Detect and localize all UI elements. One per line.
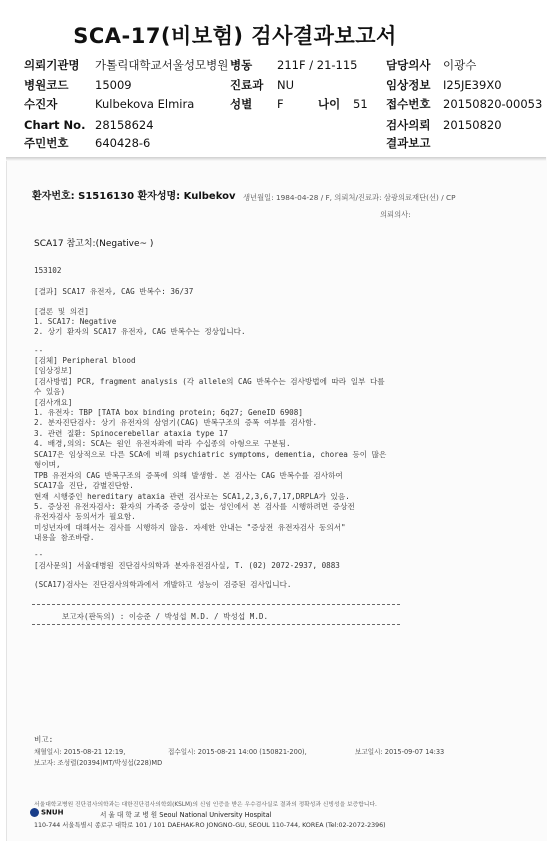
certification-note: 서울대학교병원 진단검사의학과는 대한진단검사의학회(KSLM)의 신임 인증을 받은 우수검사실로 결과의 정확성과 신빙성을 보증합니다.: [34, 802, 377, 808]
overview-5: 5. 증상전 유전자검사: 환자의 가족중 증상이 없는 성인에서 본 검사를 시행하려면 증상전: [34, 502, 355, 511]
clinical-info: [임상정보]: [34, 366, 73, 375]
ref-value: SCA17 참고치:(Negative~ ): [34, 239, 154, 249]
age-value: 51: [353, 97, 368, 111]
overview-5d: 내용을 참조바람.: [34, 533, 95, 542]
overview-4d: TPB 유전자의 CAG 반복구조의 증폭에 의해 발생함. 본 검사는 CAG 반복수를 검사하여: [34, 471, 343, 480]
overview-5c: 미성년자에 대해서는 검사를 시행하지 않음. 자세한 안내는 "증상전 유전자검사 동의서": [34, 523, 346, 532]
rrn-label: 주민번호: [24, 136, 69, 150]
address: 110-744 서울특별시 종로구 대학로 101 / 101 DAEHAK-RO JONGNO-GU, SEOUL 110-744, KOREA (Tel:02-2072-2396): [34, 822, 386, 829]
doctor-label: 담당의사: [386, 58, 431, 72]
overview-head: [검사개요]: [34, 398, 73, 407]
overview-4b: SCA17은 임상적으로 다른 SCA에 비해 psychiatric symptoms, dementia, chorea 등이 많은: [34, 450, 387, 459]
dev-note: (SCA17)검사는 진단검사의학과에서 개발하고 성능이 검증된 검사입니다.: [34, 580, 292, 589]
reporter-ids: 보고자: 조성렬(20394)MT/박성섭(228)MD: [34, 759, 163, 767]
overview-5b: 유전자검사 동의서가 필요함.: [34, 512, 136, 521]
overview-3: 3. 관련 질환: Spinocerebellar ataxia type 17: [34, 429, 228, 438]
specimen: [검체] Peripheral blood: [34, 356, 136, 365]
code: 153102: [34, 266, 62, 275]
divider-top: [32, 604, 400, 605]
requester: 의뢰의사:: [380, 210, 411, 219]
overview-1: 1. 유전자: TBP [TATA box binding protein; 6q27; GeneID 6908]: [34, 408, 303, 417]
doctor-value: 이광수: [443, 58, 477, 72]
report-title: SCA-17(비보험) 검사결과보고서: [73, 24, 397, 48]
result-report-label: 결과보고: [386, 136, 431, 150]
chart-label: Chart No.: [24, 118, 86, 132]
patient-meta: 생년월일: 1984-04-28 / F, 의뢰처/진료과: 삼광의료재단(선) / CP: [243, 193, 456, 202]
reporter: 보고자(판독의) : 이승준 / 박성섭 M.D. / 박성섭 M.D.: [62, 612, 269, 621]
overview-2: 2. 분자진단검사: 상기 유전자의 삼염기(CAG) 반복구조의 증폭 여부를 검사함.: [34, 418, 318, 427]
receipt-value: 20150820-00053: [443, 97, 543, 111]
scan-edge-shadow: [6, 157, 546, 161]
patient-value: Kulbekova Elmira: [95, 97, 195, 111]
age-label: 나이: [318, 97, 341, 111]
request-date-value: 20150820: [443, 118, 502, 132]
reported-time: 보고일시: 2015-09-07 14:33: [355, 748, 445, 756]
dept-value: NU: [277, 78, 295, 92]
conclusion-2: 2. 상기 환자의 SCA17 유전자, CAG 반복수는 정상입니다.: [34, 327, 246, 336]
method-1: [검사방법] PCR, fragment analysis (각 allele의 CAG 반복수는 검사방법에 따라 일부 다를: [34, 377, 385, 386]
hosp-code-value: 15009: [95, 78, 132, 92]
remark: 비고:: [34, 735, 54, 744]
separator-2: --: [34, 550, 44, 559]
overview-4f: 현재 시행중인 hereditary ataxia 관련 검사로는 SCA1,2,3,6,7,17,DRPLA가 있음.: [34, 492, 350, 501]
hospital-name: 서 울 대 학 교 병 원 Seoul National University Hospital: [100, 811, 272, 819]
ward-value: 211F / 21-115: [277, 58, 358, 72]
method-2: 수 있음): [34, 387, 66, 396]
separator-1: --: [34, 346, 44, 355]
patient-id-line: 환자번호: S1516130 환자성명: Kulbekov: [32, 191, 236, 202]
chart-value: 28158624: [95, 118, 154, 132]
conclusion-1: 1. SCA17: Negative: [34, 317, 117, 326]
hosp-code-label: 병원코드: [24, 78, 69, 92]
overview-4e: SCA17을 진단, 감별진단함.: [34, 481, 134, 490]
received-time: 접수일시: 2015-08-21 14:00 (150821-200),: [168, 748, 307, 756]
sex-value: F: [277, 97, 284, 111]
order-inst-value: 가톨릭대학교서울성모병원: [95, 58, 229, 72]
collected-time: 채혈일시: 2015-08-21 12:19,: [34, 748, 126, 756]
patient-label: 수진자: [24, 97, 58, 111]
sex-label: 성별: [230, 97, 253, 111]
conclusion-head: [결론 및 의견]: [34, 307, 89, 316]
dept-label: 진료과: [230, 78, 264, 92]
order-inst-label: 의뢰기관명: [24, 58, 80, 72]
request-date-label: 검사의뢰: [386, 118, 431, 132]
overview-4: 4. 배경,의의: SCA는 원인 유전자좌에 따라 수십종의 아형으로 구분됨.: [34, 439, 291, 448]
logo-icon: [30, 808, 39, 817]
receipt-label: 접수번호: [386, 97, 431, 111]
divider-bottom: [32, 624, 400, 625]
clinical-value: I25JE39X0: [443, 78, 502, 92]
inquiry: [검사문의] 서울대병원 진단검사의학과 분자유전검사실, T. (02) 2072-2937, 0883: [34, 561, 340, 570]
ward-label: 병동: [230, 58, 253, 72]
clinical-label: 임상정보: [386, 78, 431, 92]
result: [결과] SCA17 유전자, CAG 반복수: 36/37: [34, 287, 194, 296]
overview-4c: 형이며,: [34, 460, 61, 469]
snuh-logo: SNUH: [30, 808, 63, 817]
rrn-value: 640428-6: [95, 136, 151, 150]
